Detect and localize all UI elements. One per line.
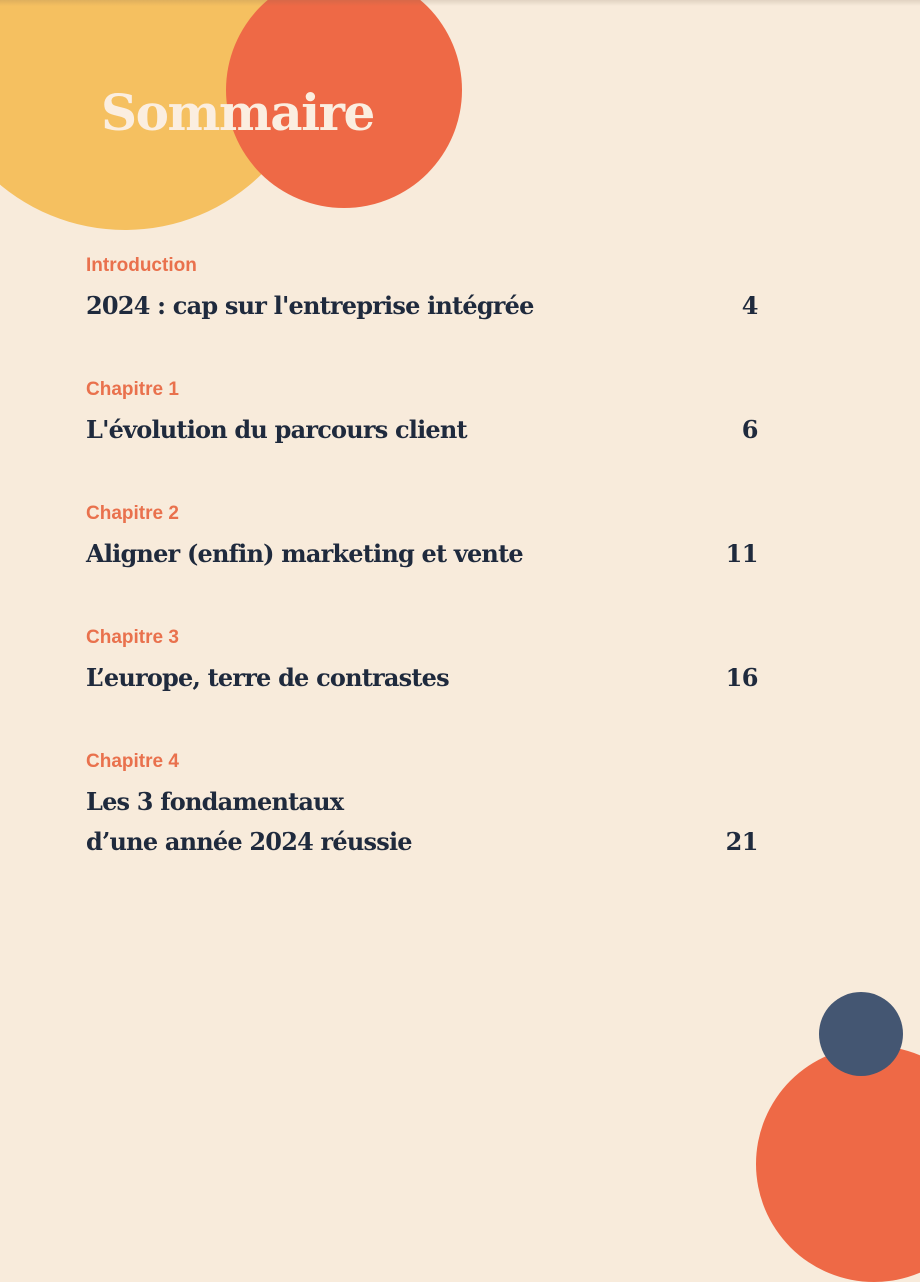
toc-entry-title bbox=[86, 658, 676, 698]
toc-entry-row bbox=[86, 658, 758, 698]
toc-entry-label: Chapitre 3 bbox=[86, 627, 179, 648]
top-edge-shadow bbox=[0, 0, 920, 6]
toc-entry-row bbox=[86, 286, 758, 326]
toc-entry-introduction[interactable] bbox=[86, 254, 758, 326]
toc-entry-label: Chapitre 4 bbox=[86, 751, 179, 772]
toc-entry-title bbox=[86, 534, 676, 574]
toc-entry-row bbox=[86, 534, 758, 574]
toc-entry-title-line: Aligner (enfin) marketing et vente bbox=[86, 539, 523, 568]
toc-entry-title bbox=[86, 286, 676, 326]
toc-entry-page-number: 11 bbox=[725, 539, 758, 568]
toc-entry-title-line: L'évolution du parcours client bbox=[86, 415, 467, 444]
toc-entry-page-number: 4 bbox=[741, 291, 758, 320]
toc-entry-title-line: L’europe, terre de contrastes bbox=[86, 663, 449, 692]
page-title: Sommaire bbox=[101, 83, 374, 142]
toc-entry-label: Chapitre 1 bbox=[86, 379, 179, 400]
toc-entry-row bbox=[86, 410, 758, 450]
toc-entry-page-number: 6 bbox=[741, 415, 758, 444]
decorative-navy-circle bbox=[819, 992, 903, 1076]
toc-entry-title bbox=[86, 782, 676, 862]
toc-entry-title-line: Les 3 fondamentaux bbox=[86, 787, 344, 816]
toc-entry-title bbox=[86, 410, 676, 450]
toc-entry-title-line: d’une année 2024 réussie bbox=[86, 827, 412, 856]
toc-entry-chapitre-1[interactable] bbox=[86, 378, 758, 450]
toc-entry-page-number: 16 bbox=[725, 663, 758, 692]
toc-entry-title-line: 2024 : cap sur l'entreprise intégrée bbox=[86, 291, 534, 320]
toc-entry-chapitre-2[interactable] bbox=[86, 502, 758, 574]
toc-entry-page-number: 21 bbox=[725, 827, 758, 856]
decorative-orange-circle-bottom bbox=[756, 1046, 920, 1282]
toc-entry-chapitre-3[interactable] bbox=[86, 626, 758, 698]
table-of-contents bbox=[86, 254, 758, 914]
toc-entry-label: Introduction bbox=[86, 255, 197, 276]
toc-entry-row bbox=[86, 782, 758, 862]
toc-entry-label: Chapitre 2 bbox=[86, 503, 179, 524]
toc-entry-chapitre-4[interactable] bbox=[86, 750, 758, 862]
